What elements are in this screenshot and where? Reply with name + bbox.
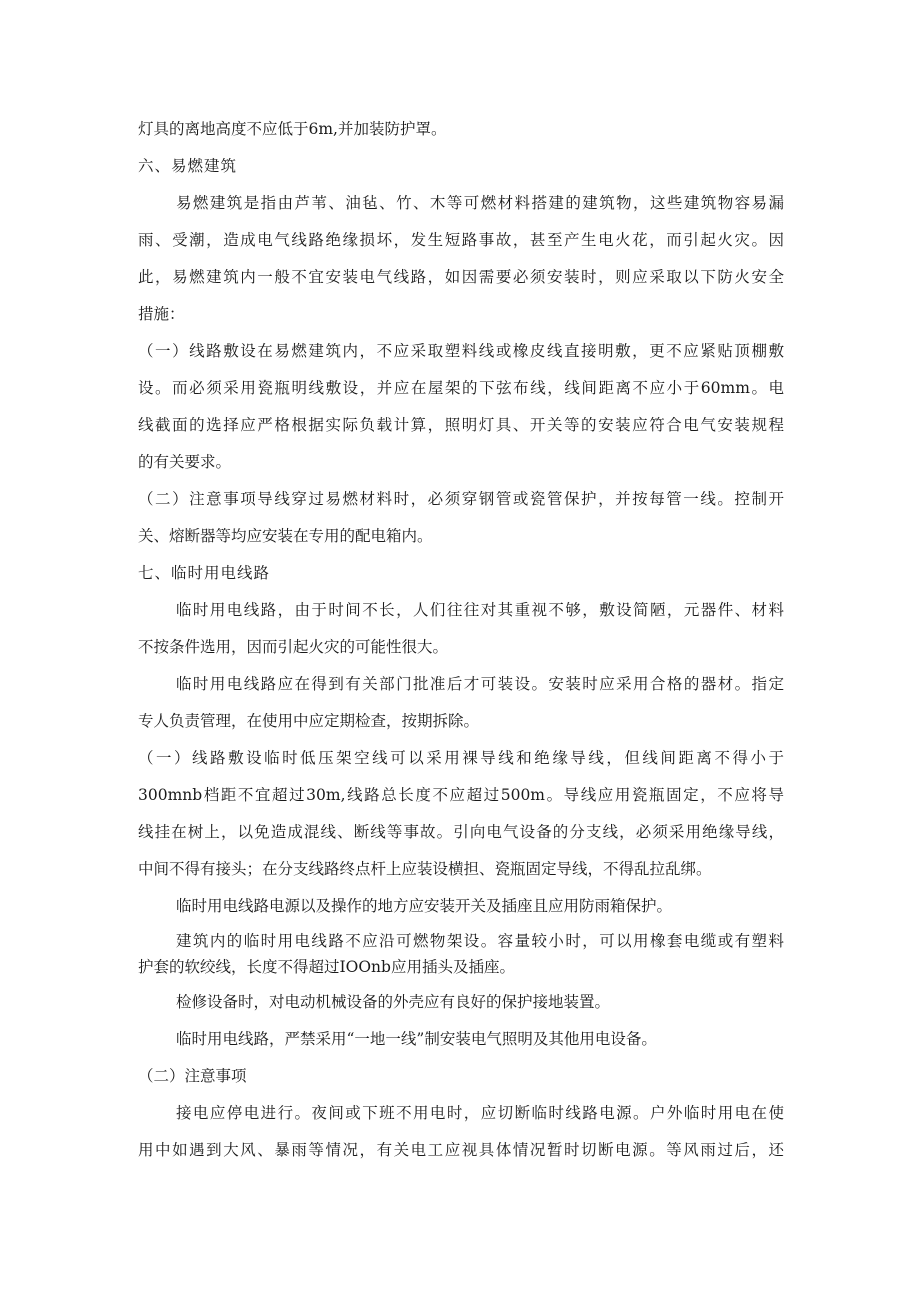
section-heading-6: 六、易燃建筑 [138,157,238,175]
paragraph-line: 中间不得有接头；在分支线路终点杆上应装设横担、瓷瓶固定导线，不得乱拉乱绑。 [138,860,712,878]
paragraph-line: 线挂在树上，以免造成混线、断线等事故。引向电气设备的分支线，必须采用绝缘导线， [138,823,784,841]
paragraph-line: 关、熔断器等均应安装在专用的配电箱内。 [138,527,433,545]
paragraph-line: 接电应停电进行。夜间或下班不用电时，应切断临时线路电源。户外临时用电在使 [176,1104,784,1122]
paragraph-line: 300mnb档距不宜超过30m,线路总长度不应超过500m。导线应用瓷瓶固定，不应将导 [138,786,784,804]
paragraph-line: 灯具的离地高度不应低于6m,并加装防护罩。 [138,120,447,138]
paragraph-line: 此，易燃建筑内一般不宜安装电气线路，如因需要必须安装时，则应采取以下防火安全 [138,268,784,286]
paragraph-line: （二）注意事项导线穿过易燃材料时，必须穿钢管或瓷管保护，并按每管一线。控制开 [138,490,784,508]
paragraph-line: （一）线路敷设在易燃建筑内，不应采取塑料线或橡皮线直接明敷，更不应紧贴顶棚敷 [138,342,784,360]
paragraph-line: 不按条件选用，因而引起火灾的可能性很大。 [138,638,449,656]
paragraph-line: 临时用电线路，严禁采用“一地一线”制安装电气照明及其他用电设备。 [176,1030,657,1048]
paragraph-line: 线截面的选择应严格根据实际负载计算，照明灯具、开关等的安装应符合电气安装规程 [138,416,784,434]
section-heading-7: 七、临时用电线路 [138,564,271,582]
paragraph-line: 临时用电线路应在得到有关部门批准后才可装设。安装时应采用合格的器材。指定 [176,675,784,693]
paragraph-line: （二）注意事项 [138,1067,247,1085]
paragraph-line: 易燃建筑是指由芦苇、油毡、竹、木等可燃材料搭建的建筑物，这些建筑物容易漏 [176,194,784,212]
paragraph-line: 检修设备时，对电动机械设备的外壳应有良好的保护接地装置。 [176,993,611,1011]
paragraph-line: 设。而必须采用瓷瓶明线敷设，并应在屋架的下弦布线，线间距离不应小于60mm。电 [138,379,784,397]
paragraph-line: 专人负责管理，在使用中应定期检查，按期拆除。 [138,712,480,730]
paragraph-line: 临时用电线路电源以及操作的地方应安装开关及插座且应用防雨箱保护。 [176,897,673,915]
paragraph-line: （一）线路敷设临时低压架空线可以采用裸导线和绝缘导线，但线间距离不得小于 [138,749,784,767]
paragraph-line: 措施： [138,305,185,323]
paragraph-line: 建筑内的临时用电线路不应沿可燃物架设。容量较小时，可以用橡套电缆或有塑料 [176,932,784,950]
paragraph-line: 用中如遇到大风、暴雨等情况，有关电工应视具体情况暂时切断电源。等风雨过后，还 [138,1141,784,1159]
paragraph-line: 雨、受潮，造成电气线路绝缘损坏，发生短路事故，甚至产生电火花，而引起火灾。因 [138,231,784,249]
paragraph-line: 临时用电线路，由于时间不长，人们往往对其重视不够，敷设简陋，元器件、材料 [176,601,784,619]
paragraph-line: 的有关要求。 [138,453,232,471]
paragraph-line: 护套的软绞线，长度不得超过IOOnb应用插头及插座。 [138,958,515,976]
